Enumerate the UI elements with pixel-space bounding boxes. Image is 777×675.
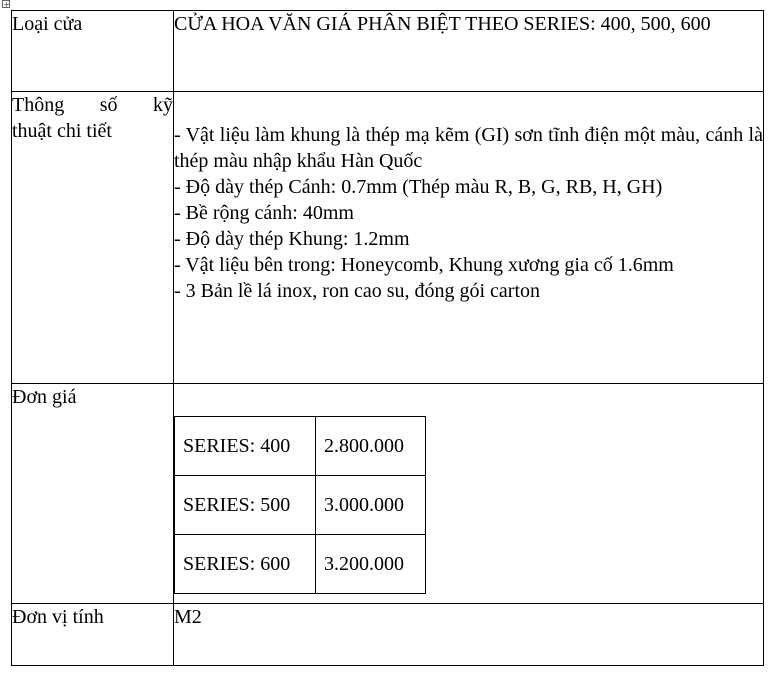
spec-item: - Bề rộng cánh: 40mm bbox=[174, 202, 354, 224]
price-cell bbox=[174, 384, 764, 604]
spec-item: - Độ dày thép Khung: 1.2mm bbox=[174, 228, 410, 250]
specs-label-cell bbox=[12, 92, 174, 384]
table-row-door-type bbox=[12, 11, 764, 92]
table-row-price bbox=[12, 384, 764, 604]
unit-label: Đơn vị tính bbox=[12, 604, 174, 666]
price-series: SERIES: 500 bbox=[175, 476, 316, 535]
price-row bbox=[175, 476, 426, 535]
spec-item: - 3 Bản lề lá inox, ron cao su, đóng gói carton bbox=[174, 280, 541, 302]
price-series: SERIES: 600 bbox=[175, 535, 316, 594]
spec-item: - Độ dày thép Cánh: 0.7mm (Thép màu R, B, G, RB, H, GH) bbox=[174, 176, 663, 198]
price-series: SERIES: 400 bbox=[175, 417, 316, 476]
price-table bbox=[174, 416, 426, 594]
price-amount: 2.800.000 bbox=[316, 417, 426, 476]
price-row bbox=[175, 417, 426, 476]
price-amount: 3.000.000 bbox=[316, 476, 426, 535]
door-spec-table bbox=[11, 10, 764, 666]
spec-item: - Vật liệu làm khung là thép mạ kẽm (GI) sơn tĩnh điện một màu, cánh là thép màu nhập khẩu Hàn Quốc bbox=[174, 124, 763, 172]
door-type-value: CỬA HOA VĂN GIÁ PHÂN BIỆT THEO SERIES: 400, 500, 600 bbox=[174, 13, 711, 35]
specs-label bbox=[12, 92, 173, 144]
specs-label-line2: thuật chi tiết bbox=[12, 120, 112, 142]
door-type-cell bbox=[174, 11, 764, 92]
unit-value: M2 bbox=[174, 604, 764, 666]
table-row-unit bbox=[12, 604, 764, 666]
table-move-handle-icon[interactable]: + bbox=[3, 0, 10, 9]
door-type-label: Loại cửa bbox=[12, 11, 174, 92]
price-amount: 3.200.000 bbox=[316, 535, 426, 594]
specs-cell bbox=[174, 92, 764, 384]
specs-label-line1: Thông số kỹ bbox=[12, 94, 173, 116]
spec-item: - Vật liệu bên trong: Honeycomb, Khung xương gia cố 1.6mm bbox=[174, 254, 674, 276]
price-label: Đơn giá bbox=[12, 384, 174, 604]
price-row bbox=[175, 535, 426, 594]
specs-list bbox=[174, 122, 763, 304]
table-row-specs bbox=[12, 92, 764, 384]
